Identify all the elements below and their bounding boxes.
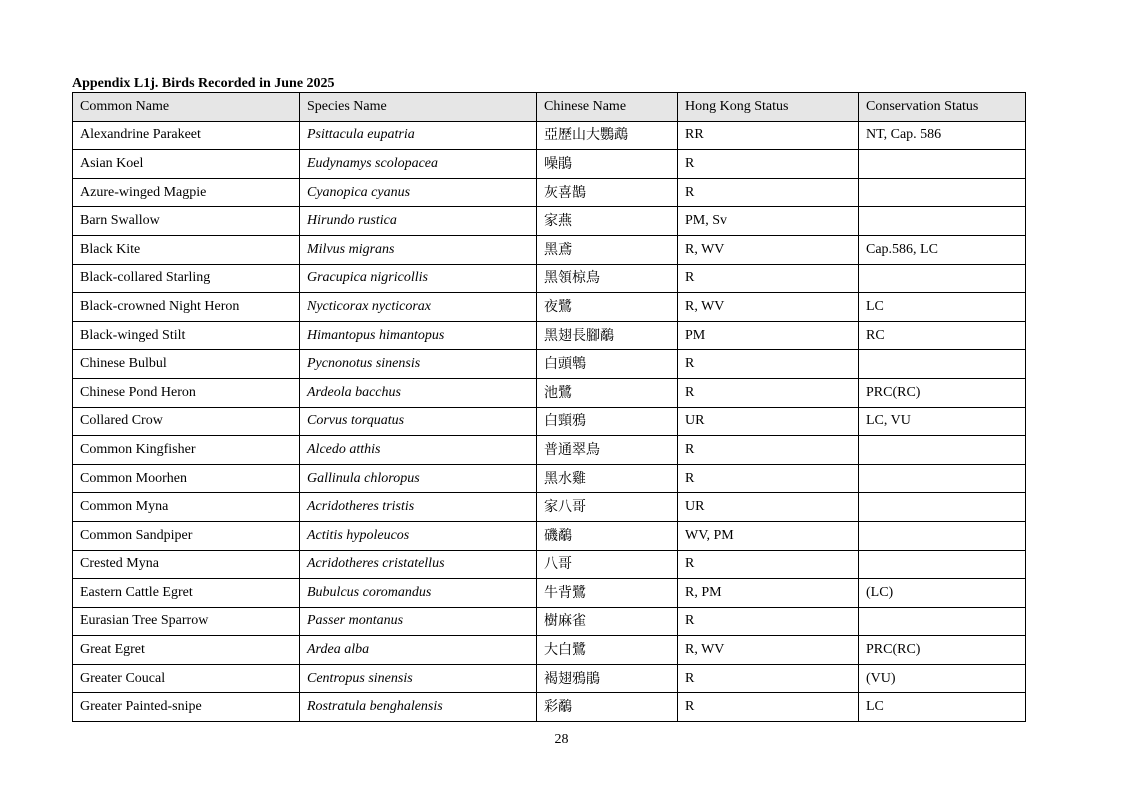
common-name-cell: Common Kingfisher bbox=[73, 436, 300, 465]
hong-kong-status-cell: R, WV bbox=[678, 235, 859, 264]
table-row bbox=[73, 493, 1026, 522]
common-name-cell: Greater Coucal bbox=[73, 664, 300, 693]
column-header-hong-kong-status: Hong Kong Status bbox=[678, 93, 859, 122]
common-name-cell: Common Myna bbox=[73, 493, 300, 522]
conservation-status-cell: LC bbox=[859, 693, 1026, 722]
table-row bbox=[73, 293, 1026, 322]
hong-kong-status-cell: PM bbox=[678, 321, 859, 350]
hong-kong-status-cell: R bbox=[678, 664, 859, 693]
table-row bbox=[73, 550, 1026, 579]
conservation-status-cell: LC, VU bbox=[859, 407, 1026, 436]
table-row bbox=[73, 579, 1026, 608]
table-header-row bbox=[73, 93, 1026, 122]
conservation-status-cell bbox=[859, 178, 1026, 207]
hong-kong-status-cell: R, PM bbox=[678, 579, 859, 608]
common-name-cell: Collared Crow bbox=[73, 407, 300, 436]
hong-kong-status-cell: R bbox=[678, 464, 859, 493]
common-name-cell: Eastern Cattle Egret bbox=[73, 579, 300, 608]
common-name-cell: Black-collared Starling bbox=[73, 264, 300, 293]
chinese-name-cell: 大白鷺 bbox=[537, 636, 678, 665]
conservation-status-cell: LC bbox=[859, 293, 1026, 322]
hong-kong-status-cell: R bbox=[678, 350, 859, 379]
conservation-status-cell: (LC) bbox=[859, 579, 1026, 608]
table-row bbox=[73, 350, 1026, 379]
chinese-name-cell: 磯鷸 bbox=[537, 521, 678, 550]
conservation-status-cell bbox=[859, 436, 1026, 465]
chinese-name-cell: 樹麻雀 bbox=[537, 607, 678, 636]
species-name-cell: Alcedo atthis bbox=[300, 436, 537, 465]
common-name-cell: Alexandrine Parakeet bbox=[73, 121, 300, 150]
species-name-cell: Ardea alba bbox=[300, 636, 537, 665]
table-row bbox=[73, 636, 1026, 665]
table-caption: Appendix L1j. Birds Recorded in June 2025 bbox=[72, 76, 335, 91]
hong-kong-status-cell: R, WV bbox=[678, 636, 859, 665]
species-name-cell: Cyanopica cyanus bbox=[300, 178, 537, 207]
conservation-status-cell bbox=[859, 550, 1026, 579]
species-name-cell: Ardeola bacchus bbox=[300, 378, 537, 407]
table-row bbox=[73, 378, 1026, 407]
table-row bbox=[73, 178, 1026, 207]
table-row bbox=[73, 121, 1026, 150]
species-name-cell: Pycnonotus sinensis bbox=[300, 350, 537, 379]
species-name-cell: Bubulcus coromandus bbox=[300, 579, 537, 608]
common-name-cell: Azure-winged Magpie bbox=[73, 178, 300, 207]
conservation-status-cell bbox=[859, 264, 1026, 293]
conservation-status-cell bbox=[859, 493, 1026, 522]
conservation-status-cell bbox=[859, 150, 1026, 179]
table-row bbox=[73, 264, 1026, 293]
chinese-name-cell: 夜鷺 bbox=[537, 293, 678, 322]
chinese-name-cell: 黑鳶 bbox=[537, 235, 678, 264]
species-name-cell: Milvus migrans bbox=[300, 235, 537, 264]
species-name-cell: Hirundo rustica bbox=[300, 207, 537, 236]
hong-kong-status-cell: R bbox=[678, 607, 859, 636]
hong-kong-status-cell: UR bbox=[678, 407, 859, 436]
chinese-name-cell: 灰喜鵲 bbox=[537, 178, 678, 207]
hong-kong-status-cell: R bbox=[678, 378, 859, 407]
species-name-cell: Centropus sinensis bbox=[300, 664, 537, 693]
conservation-status-cell: (VU) bbox=[859, 664, 1026, 693]
hong-kong-status-cell: PM, Sv bbox=[678, 207, 859, 236]
table-row bbox=[73, 407, 1026, 436]
hong-kong-status-cell: RR bbox=[678, 121, 859, 150]
table-row bbox=[73, 235, 1026, 264]
common-name-cell: Black-crowned Night Heron bbox=[73, 293, 300, 322]
common-name-cell: Eurasian Tree Sparrow bbox=[73, 607, 300, 636]
table-body bbox=[73, 121, 1026, 721]
hong-kong-status-cell: R bbox=[678, 178, 859, 207]
conservation-status-cell: RC bbox=[859, 321, 1026, 350]
chinese-name-cell: 黑翅長腳鷸 bbox=[537, 321, 678, 350]
page-number: 28 bbox=[554, 732, 569, 747]
table-row bbox=[73, 464, 1026, 493]
species-name-cell: Acridotheres cristatellus bbox=[300, 550, 537, 579]
hong-kong-status-cell: R bbox=[678, 693, 859, 722]
common-name-cell: Chinese Pond Heron bbox=[73, 378, 300, 407]
species-name-cell: Acridotheres tristis bbox=[300, 493, 537, 522]
table-row bbox=[73, 607, 1026, 636]
conservation-status-cell: PRC(RC) bbox=[859, 636, 1026, 665]
column-header-species-name: Species Name bbox=[300, 93, 537, 122]
common-name-cell: Common Sandpiper bbox=[73, 521, 300, 550]
chinese-name-cell: 普通翠鳥 bbox=[537, 436, 678, 465]
species-name-cell: Gallinula chloropus bbox=[300, 464, 537, 493]
common-name-cell: Great Egret bbox=[73, 636, 300, 665]
chinese-name-cell: 亞歷山大鸚鵡 bbox=[537, 121, 678, 150]
chinese-name-cell: 噪鵑 bbox=[537, 150, 678, 179]
hong-kong-status-cell: WV, PM bbox=[678, 521, 859, 550]
birds-table bbox=[72, 92, 1026, 722]
table-row bbox=[73, 521, 1026, 550]
hong-kong-status-cell: UR bbox=[678, 493, 859, 522]
conservation-status-cell bbox=[859, 207, 1026, 236]
table-row bbox=[73, 321, 1026, 350]
chinese-name-cell: 八哥 bbox=[537, 550, 678, 579]
species-name-cell: Passer montanus bbox=[300, 607, 537, 636]
common-name-cell: Barn Swallow bbox=[73, 207, 300, 236]
hong-kong-status-cell: R bbox=[678, 550, 859, 579]
column-header-common-name: Common Name bbox=[73, 93, 300, 122]
table-row bbox=[73, 150, 1026, 179]
conservation-status-cell bbox=[859, 521, 1026, 550]
table-row bbox=[73, 693, 1026, 722]
table-row bbox=[73, 664, 1026, 693]
common-name-cell: Black-winged Stilt bbox=[73, 321, 300, 350]
conservation-status-cell bbox=[859, 607, 1026, 636]
conservation-status-cell bbox=[859, 350, 1026, 379]
conservation-status-cell bbox=[859, 464, 1026, 493]
hong-kong-status-cell: R, WV bbox=[678, 293, 859, 322]
chinese-name-cell: 池鷺 bbox=[537, 378, 678, 407]
hong-kong-status-cell: R bbox=[678, 264, 859, 293]
species-name-cell: Eudynamys scolopacea bbox=[300, 150, 537, 179]
species-name-cell: Gracupica nigricollis bbox=[300, 264, 537, 293]
column-header-conservation-status: Conservation Status bbox=[859, 93, 1026, 122]
species-name-cell: Actitis hypoleucos bbox=[300, 521, 537, 550]
common-name-cell: Chinese Bulbul bbox=[73, 350, 300, 379]
conservation-status-cell: PRC(RC) bbox=[859, 378, 1026, 407]
chinese-name-cell: 彩鷸 bbox=[537, 693, 678, 722]
chinese-name-cell: 黑領椋鳥 bbox=[537, 264, 678, 293]
chinese-name-cell: 白頭鵯 bbox=[537, 350, 678, 379]
common-name-cell: Asian Koel bbox=[73, 150, 300, 179]
species-name-cell: Psittacula eupatria bbox=[300, 121, 537, 150]
table-row bbox=[73, 207, 1026, 236]
conservation-status-cell: NT, Cap. 586 bbox=[859, 121, 1026, 150]
species-name-cell: Corvus torquatus bbox=[300, 407, 537, 436]
species-name-cell: Himantopus himantopus bbox=[300, 321, 537, 350]
common-name-cell: Black Kite bbox=[73, 235, 300, 264]
species-name-cell: Rostratula benghalensis bbox=[300, 693, 537, 722]
common-name-cell: Common Moorhen bbox=[73, 464, 300, 493]
chinese-name-cell: 家燕 bbox=[537, 207, 678, 236]
chinese-name-cell: 褐翅鴉鵑 bbox=[537, 664, 678, 693]
column-header-chinese-name: Chinese Name bbox=[537, 93, 678, 122]
species-name-cell: Nycticorax nycticorax bbox=[300, 293, 537, 322]
conservation-status-cell: Cap.586, LC bbox=[859, 235, 1026, 264]
chinese-name-cell: 白頸鴉 bbox=[537, 407, 678, 436]
chinese-name-cell: 牛背鷺 bbox=[537, 579, 678, 608]
chinese-name-cell: 黑水雞 bbox=[537, 464, 678, 493]
hong-kong-status-cell: R bbox=[678, 150, 859, 179]
common-name-cell: Crested Myna bbox=[73, 550, 300, 579]
common-name-cell: Greater Painted-snipe bbox=[73, 693, 300, 722]
hong-kong-status-cell: R bbox=[678, 436, 859, 465]
table-row bbox=[73, 436, 1026, 465]
chinese-name-cell: 家八哥 bbox=[537, 493, 678, 522]
